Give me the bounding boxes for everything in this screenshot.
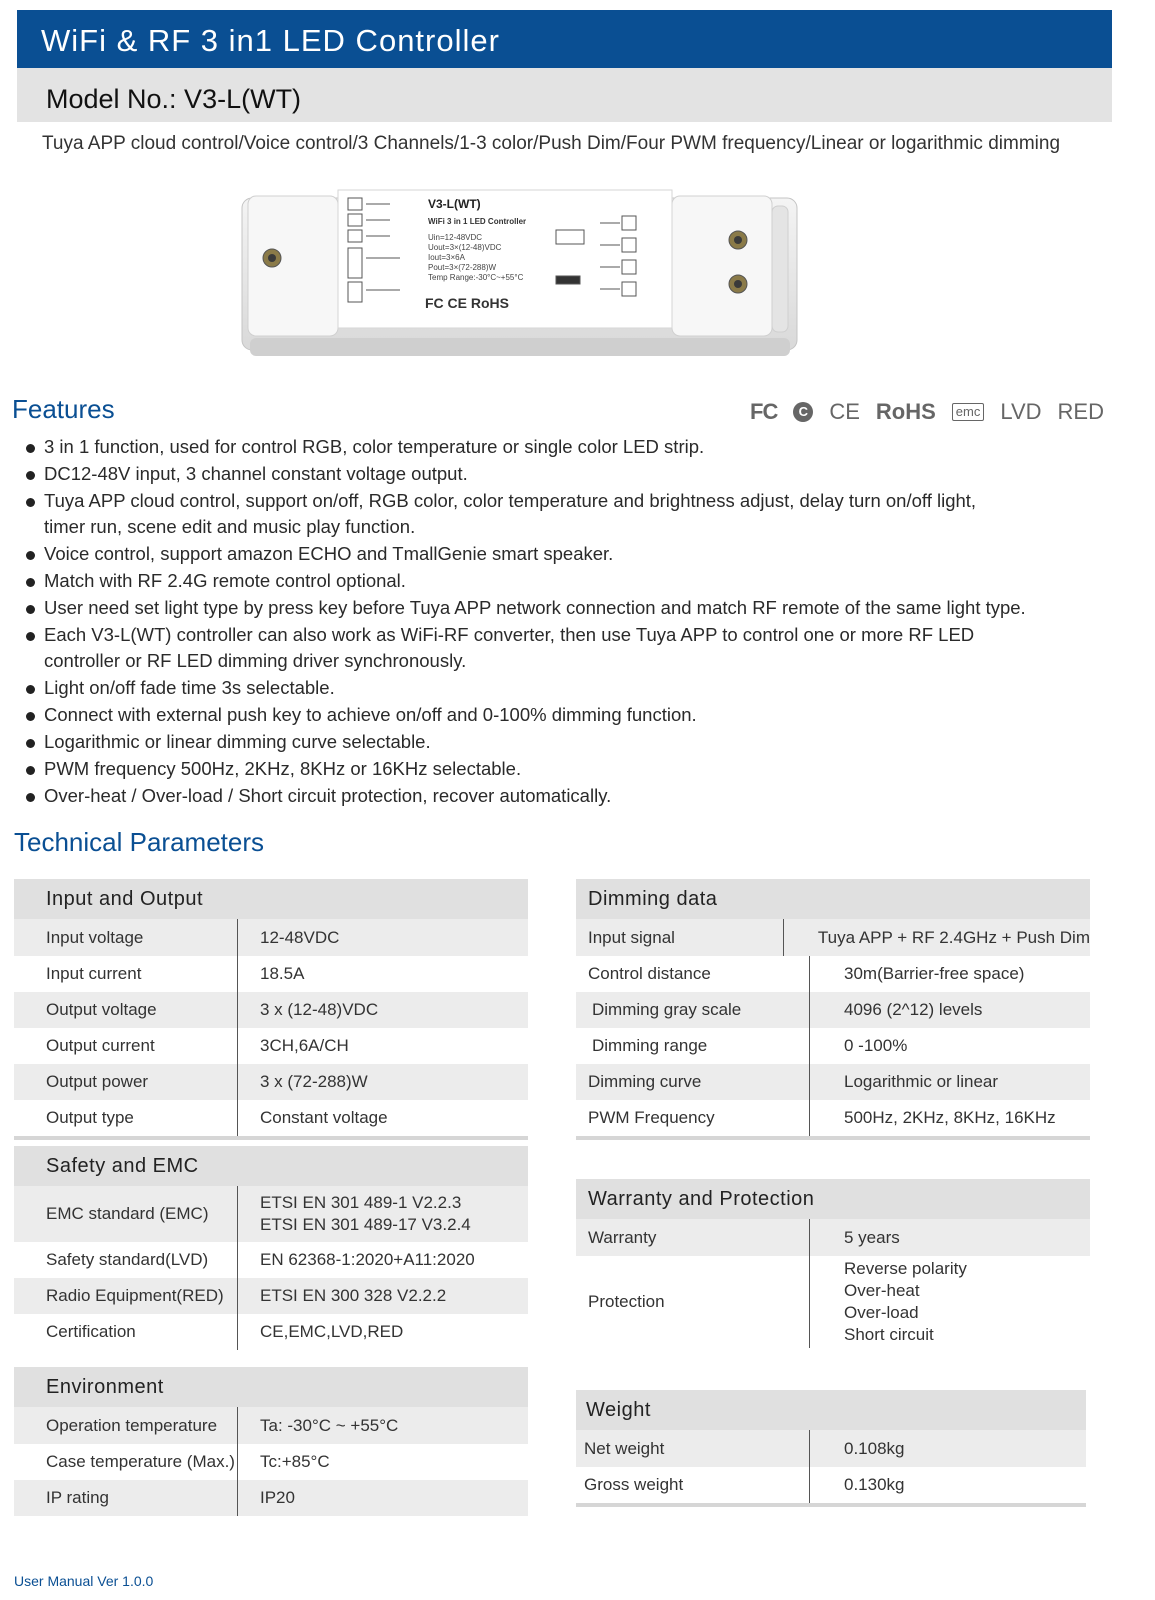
param-value: 0.130kg — [844, 1475, 905, 1494]
table-row — [576, 956, 1090, 992]
feature-item: User need set light type by press key before Tuya APP network connection and match RF remote of the same light type. — [24, 595, 1134, 621]
red-logo: RED — [1057, 399, 1104, 424]
param-value: Tc:+85°C — [260, 1452, 330, 1471]
divider — [576, 1136, 1090, 1140]
param-name: Control distance — [576, 956, 810, 992]
product-spec: Iout=3×6A — [428, 253, 465, 262]
param-name: Input signal — [576, 919, 784, 956]
table-row — [14, 1186, 528, 1242]
table-title: Weight — [576, 1390, 1086, 1430]
document-title: WiFi & RF 3 in1 LED Controller — [41, 23, 500, 58]
param-name: Input current — [14, 956, 238, 992]
emc-logo: emc — [952, 403, 985, 421]
divider — [576, 1503, 1086, 1507]
param-name: Warranty — [576, 1219, 810, 1256]
feature-item: Connect with external push key to achieve on/off and 0-100% dimming function. — [24, 702, 1134, 728]
param-value: CE,EMC,LVD,RED — [260, 1322, 404, 1341]
param-value: ETSI EN 300 328 V2.2.2 — [260, 1286, 447, 1305]
feature-item: PWM frequency 500Hz, 2KHz, 8KHz or 16KHz selectable. — [24, 756, 1134, 782]
features-list — [24, 434, 1134, 810]
param-value: IP20 — [260, 1488, 295, 1507]
param-name: Output power — [14, 1064, 238, 1100]
feature-item: 3 in 1 function, used for control RGB, color temperature or single color LED strip. — [24, 434, 1134, 460]
feature-item: Tuya APP cloud control, support on/off, RGB color, color temperature and brightness adjust, delay turn on/off light, timer run, scene edit and music play function. — [24, 488, 1134, 540]
product-spec: Pout=3×(72-288)W — [428, 263, 497, 272]
param-name: Output current — [14, 1028, 238, 1064]
warranty-protection-table — [576, 1179, 1090, 1348]
param-value: 0.108kg — [844, 1438, 905, 1458]
product-spec: Uout=3×(12-48)VDC — [428, 243, 502, 252]
table-row — [576, 1064, 1090, 1100]
table-row — [14, 1444, 528, 1480]
param-name: Gross weight — [576, 1467, 810, 1503]
table-row — [14, 1314, 528, 1350]
product-marks: FC CE RoHS — [425, 295, 509, 311]
table-row — [14, 1278, 528, 1314]
param-value: Constant voltage — [260, 1108, 388, 1127]
feature-item: Match with RF 2.4G remote control optional. — [24, 568, 1134, 594]
param-name: IP rating — [14, 1480, 238, 1516]
param-value: Logarithmic or linear — [844, 1072, 999, 1091]
param-value: 12-48VDC — [260, 927, 340, 947]
table-row — [14, 1028, 528, 1064]
table-row — [14, 1480, 528, 1516]
lvd-logo: LVD — [1000, 399, 1042, 424]
table-row — [576, 992, 1090, 1028]
rohs-logo: RoHS — [875, 399, 936, 424]
param-name: Output voltage — [14, 992, 238, 1028]
param-name: Output type — [14, 1100, 238, 1136]
table-row — [576, 1219, 1090, 1256]
ccc-logo: C — [793, 402, 813, 422]
tagline: Tuya APP cloud control/Voice control/3 Channels/1-3 color/Push Dim/Four PWM frequency/Linear or logarithmic dimming — [42, 133, 1061, 154]
param-name: Case temperature (Max.) — [14, 1444, 238, 1480]
table-row — [14, 1100, 528, 1136]
param-value: 18.5A — [260, 964, 305, 983]
table-row — [576, 1256, 1090, 1348]
param-value: ETSI EN 301 489-1 V2.2.3 ETSI EN 301 489-17 V3.2.4 — [260, 1193, 471, 1234]
product-spec: Temp Range:-30°C~+55°C — [428, 273, 524, 282]
model-number: Model No.: V3-L(WT) — [46, 84, 302, 114]
param-name: Dimming gray scale — [576, 992, 810, 1028]
weight-table — [576, 1390, 1086, 1507]
param-value: 500Hz, 2KHz, 8KHz, 16KHz — [844, 1108, 1056, 1127]
param-name: Dimming range — [576, 1028, 810, 1064]
param-value: 3CH,6A/CH — [260, 1036, 349, 1055]
certification-logos — [750, 397, 1104, 427]
param-value: 0 -100% — [844, 1036, 908, 1055]
feature-item: Each V3-L(WT) controller can also work as WiFi-RF converter, then use Tuya APP to control one or more RF LED controller or RF LED dimming driver synchronously. — [24, 622, 1134, 674]
product-subtitle: WiFi 3 in 1 LED Controller — [428, 217, 527, 226]
title-bar — [17, 10, 1112, 68]
table-row — [14, 919, 528, 956]
table-row — [14, 1407, 528, 1444]
table-title: Safety and EMC — [14, 1146, 528, 1186]
table-title: Input and Output — [14, 879, 528, 919]
table-row — [576, 1028, 1090, 1064]
table-row — [14, 1242, 528, 1278]
param-value: 30m(Barrier-free space) — [844, 964, 1025, 983]
param-value: 3 x (72-288)W — [260, 1072, 368, 1091]
manual-version: User Manual Ver 1.0.0 — [14, 1573, 154, 1589]
table-title: Warranty and Protection — [576, 1179, 1090, 1219]
dimming-data-table — [576, 879, 1090, 1140]
environment-table — [14, 1367, 528, 1516]
param-name: Protection — [576, 1256, 810, 1348]
table-row — [576, 1100, 1090, 1136]
param-value: 5 years — [844, 1227, 900, 1247]
param-value: 3 x (12-48)VDC — [260, 1000, 379, 1019]
feature-item: Logarithmic or linear dimming curve selectable. — [24, 729, 1134, 755]
table-row — [14, 956, 528, 992]
product-spec: Uin=12-48VDC — [428, 233, 483, 242]
table-title: Environment — [14, 1367, 528, 1407]
param-name: Net weight — [576, 1430, 810, 1467]
param-name: Safety standard(LVD) — [14, 1242, 238, 1278]
param-value: EN 62368-1:2020+A11:2020 — [260, 1250, 475, 1269]
table-row — [576, 919, 1090, 956]
table-row — [576, 1467, 1086, 1503]
safety-emc-table — [14, 1146, 528, 1350]
technical-parameters-heading: Technical Parameters — [14, 827, 264, 857]
param-value: 4096 (2^12) levels — [844, 1000, 983, 1019]
param-name: EMC standard (EMC) — [14, 1186, 238, 1242]
param-name: Radio Equipment(RED) — [14, 1278, 238, 1314]
ce-logo: CE — [829, 399, 860, 424]
param-name: PWM Frequency — [576, 1100, 810, 1136]
table-row — [14, 992, 528, 1028]
features-heading: Features — [12, 394, 115, 424]
param-value: Ta: -30°C ~ +55°C — [260, 1415, 399, 1435]
product-image — [220, 178, 820, 368]
table-row — [14, 1064, 528, 1100]
param-name: Dimming curve — [576, 1064, 810, 1100]
divider — [14, 1136, 528, 1140]
param-name: Certification — [14, 1314, 238, 1350]
product-name: V3-L(WT) — [428, 197, 481, 211]
input-output-table — [14, 879, 528, 1140]
feature-item: Light on/off fade time 3s selectable. — [24, 675, 1134, 701]
param-name: Input voltage — [14, 919, 238, 956]
model-bar — [17, 68, 1112, 122]
table-title: Dimming data — [576, 879, 1090, 919]
feature-item: Over-heat / Over-load / Short circuit protection, recover automatically. — [24, 783, 1134, 809]
param-value: Tuya APP + RF 2.4GHz + Push Dim — [817, 927, 1090, 947]
table-row — [576, 1430, 1086, 1467]
fcc-logo: FC — [750, 399, 778, 424]
param-value: Reverse polarity Over-heat Over-load Short circuit — [844, 1259, 967, 1344]
feature-item: DC12-48V input, 3 channel constant voltage output. — [24, 461, 1134, 487]
param-name: Operation temperature — [14, 1407, 238, 1444]
feature-item: Voice control, support amazon ECHO and TmallGenie smart speaker. — [24, 541, 1134, 567]
